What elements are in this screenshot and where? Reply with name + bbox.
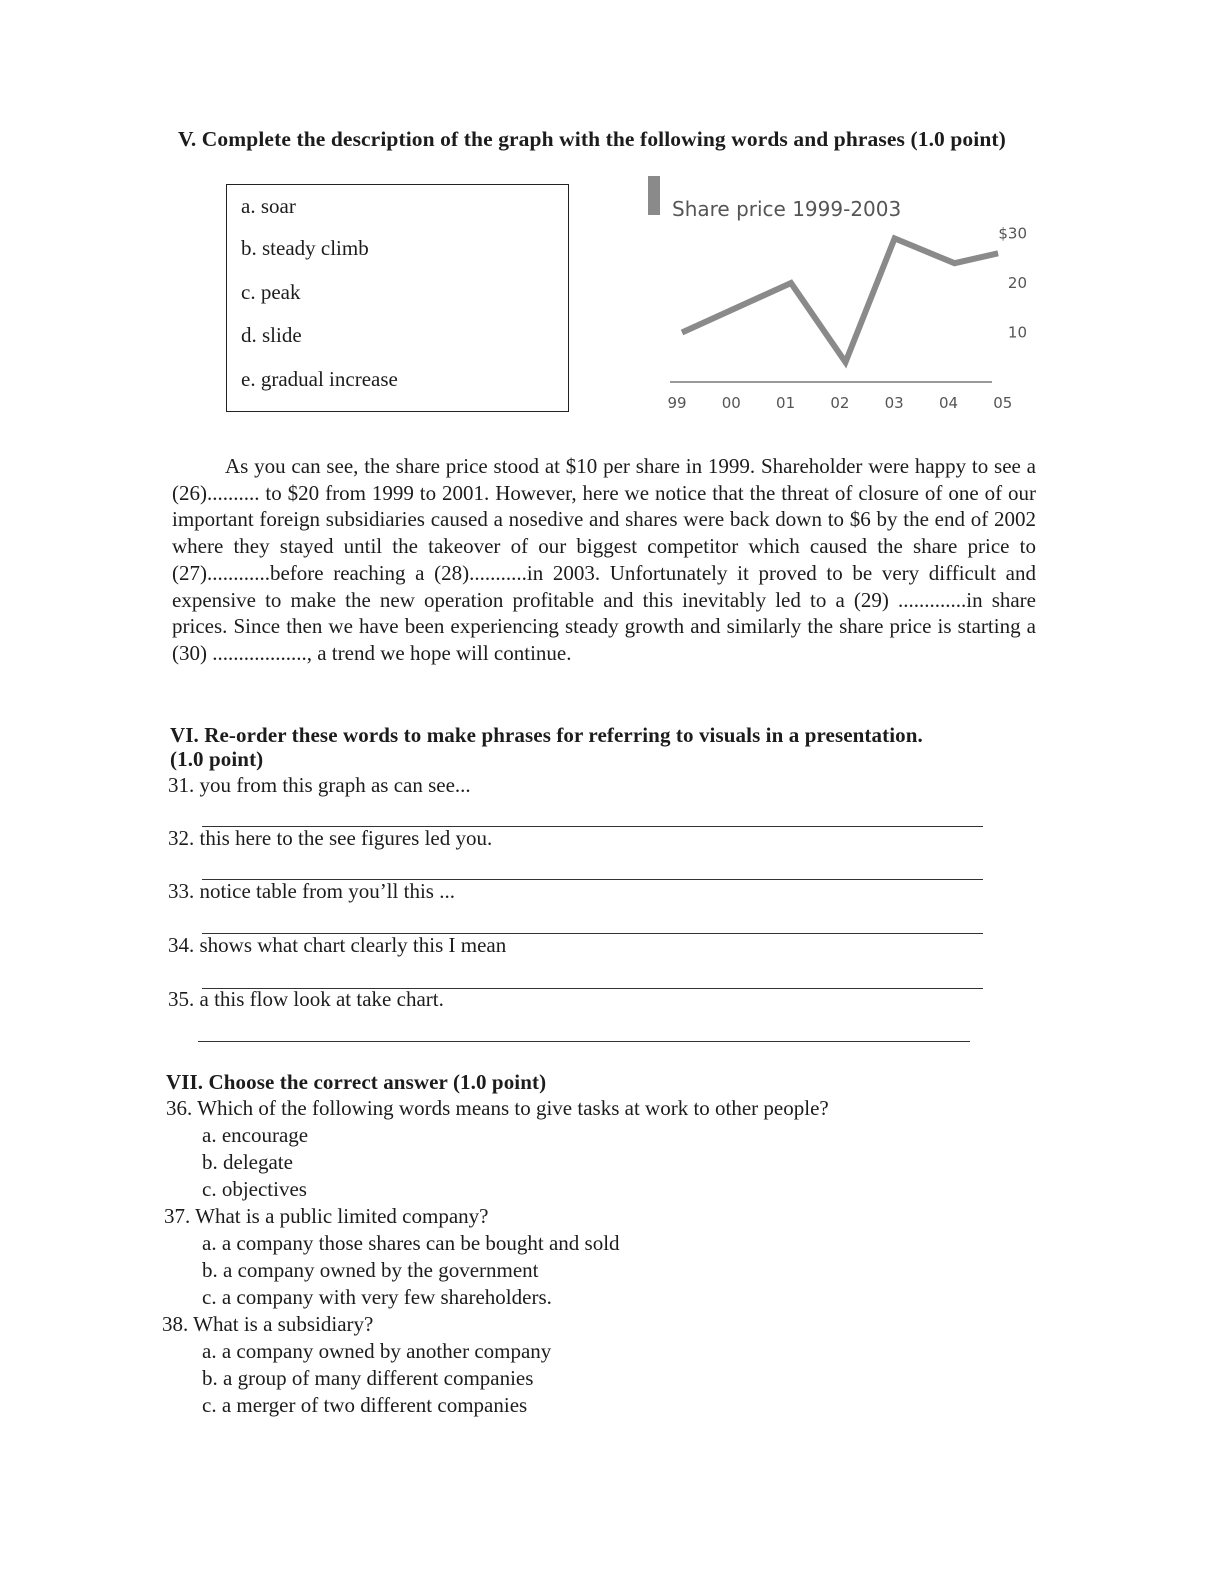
section-6-title-line: VI. Re-order these words to make phrases for referring to visuals in a presentation. xyxy=(170,723,923,747)
answer-option[interactable]: c. a merger of two different companies xyxy=(202,1393,528,1417)
question-38: 38. What is a subsidiary? xyxy=(162,1312,374,1336)
word-item: c. peak xyxy=(241,280,301,304)
reorder-item: 33. notice table from you’ll this ... xyxy=(168,879,455,903)
section-7-title: VII. Choose the correct answer (1.0 point) xyxy=(166,1070,547,1094)
answer-option[interactable]: a. a company owned by another company xyxy=(202,1339,552,1363)
reorder-item: 31. you from this graph as can see... xyxy=(168,773,471,797)
word-item: a. soar xyxy=(241,194,296,218)
series-line xyxy=(682,238,998,362)
word-item: e. gradual increase xyxy=(241,367,398,391)
section-6-title-points: (1.0 point) xyxy=(170,747,264,771)
description-passage: As you can see, the share price stood at $10 per share in 1999. Shareholder were happy to see a (26).......... to $20 from 1999 to 2001. However, here we notice that the threat of closure of one of our important foreign subsidiaries caused a nosedive and shares were back down to $6 by the end of 2002 where they stayed until the takeover of our biggest competitor which caused the share price to (27)............before reaching a (28)...........in 2003. Unfortunately it proved to be very difficult and expensive to make the new operation profitable and this inevitably led to a (29) .............in share prices. Since then we have been experiencing steady growth and similarly the share price is starting a (30) .................., a trend we hope will continue. xyxy=(172,454,1036,665)
x-tick-labels xyxy=(667,394,1012,412)
section-5-title: V. Complete the description of the graph with the following words and phrases (1.0 point) xyxy=(178,127,1006,151)
y-tick-label: 10 xyxy=(1007,323,1027,342)
answer-option[interactable]: b. a group of many different companies xyxy=(202,1366,534,1390)
share-price-chart xyxy=(645,172,1045,422)
answer-option[interactable]: a. encourage xyxy=(202,1123,309,1147)
y-tick-label: $30 xyxy=(998,224,1027,243)
section-6-title xyxy=(170,723,1030,771)
x-tick-label: 00 xyxy=(721,394,741,412)
y-tick-labels xyxy=(998,225,1027,342)
answer-option[interactable]: b. delegate xyxy=(202,1150,293,1174)
question-36: 36. Which of the following words means to give tasks at work to other people? xyxy=(166,1096,829,1120)
answer-option[interactable]: c. objectives xyxy=(202,1177,307,1201)
x-tick-label: 02 xyxy=(830,394,850,412)
reorder-item: 35. a this flow look at take chart. xyxy=(168,987,444,1011)
word-item: d. slide xyxy=(241,323,302,347)
x-tick-label: 99 xyxy=(667,394,687,412)
word-box xyxy=(226,184,569,412)
x-tick-label: 03 xyxy=(884,394,904,412)
answer-option[interactable]: a. a company those shares can be bought and sold xyxy=(202,1231,620,1255)
chart-title-marker xyxy=(648,176,660,215)
answer-option[interactable]: c. a company with very few shareholders. xyxy=(202,1285,552,1309)
answer-option[interactable]: b. a company owned by the government xyxy=(202,1258,539,1282)
answer-line[interactable] xyxy=(198,1041,970,1042)
x-tick-label: 01 xyxy=(776,394,796,412)
chart-svg xyxy=(645,172,1045,422)
x-tick-label: 05 xyxy=(993,394,1013,412)
reorder-item: 32. this here to the see figures led you. xyxy=(168,826,493,850)
chart-title: Share price 1999-2003 xyxy=(672,197,902,221)
word-item: b. steady climb xyxy=(241,236,369,260)
x-tick-label: 04 xyxy=(938,394,959,412)
reorder-item: 34. shows what chart clearly this I mean xyxy=(168,933,507,957)
question-37: 37. What is a public limited company? xyxy=(164,1204,489,1228)
y-tick-label: 20 xyxy=(1007,274,1027,292)
